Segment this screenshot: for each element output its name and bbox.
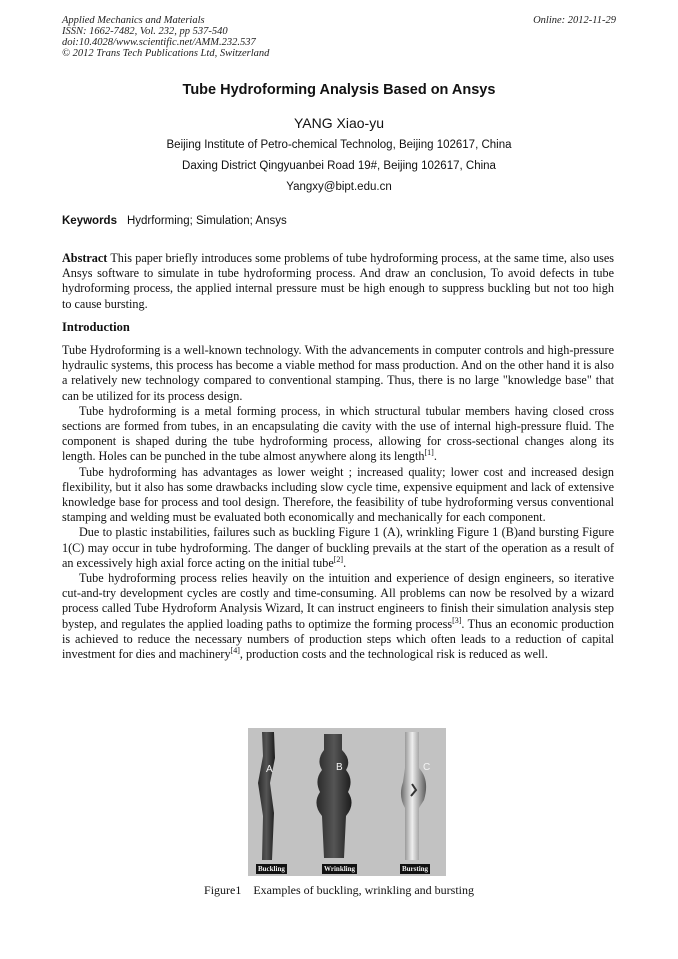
paragraph: Tube hydroforming has advantages as lower weight ; increased quality; lower cost and increased design flexibility, but it also has some drawbacks including slow cycle time, expensive equipment and lack of extensive knowledge base for process and tool design. Therefore, the feasibility of tube hydroforming versus conventional stamping and welding must be evaluated both economically and mechanically for each component. [62,464,614,525]
paper-title: Tube Hydroforming Analysis Based on Ansys [182,82,496,98]
citation: [2] [333,554,344,564]
keywords-text: Hydrforming; Simulation; Ansys [126,215,287,227]
issn-line: ISSN: 1662-7482, Vol. 232, pp 537-540 [62,26,228,37]
figure-tag-bursting: Bursting [402,865,429,873]
keywords-label: Keywords [62,215,117,227]
online-date: Online: 2012-11-29 [533,15,616,26]
keywords [62,215,287,227]
figure-tag-wrinkling: Wrinkling [324,865,355,873]
paragraph: Tube hydroforming process relies heavily on the intuition and experience of design engineers, so iterative cut-and-try development cycles are costly and time-consuming. All problems can now be resolved by a wizard process called Tube Hydroform Analysis Wizard, It can instruct engineers to finish their simulation analysis step bystep, and regulates the applied loading paths to optimize the forming process[3]. Thus an economic production is achieved to reduce the necessary numbers of production steps which often leads to a reduction of capital investment for dies and machinery[4], production costs and the technological risk is reduced as well. [62,571,614,662]
figure-label-b: B [336,762,343,773]
figure-tube-defects [248,728,446,876]
journal-header [62,15,616,59]
figure-caption: Figure1 Examples of buckling, wrinkling and bursting [204,883,474,897]
figure-tag-buckling: Buckling [258,865,285,873]
tube-photo [248,728,446,876]
paragraph: Due to plastic instabilities, failures such as buckling Figure 1 (A), wrinkling Figure 1 (B)and bursting Figure 1(C) may occur in tube hydroforming. The danger of buckling prevails at the start of the operation as a result of an excessively high axial force acting on the initial tube[2]. [62,525,614,570]
paragraph: Tube hydroforming is a metal forming process, in which structural tubular members having closed cross sections are formed from tubes, in an encapsulating die cavity with the use of internal high-pressure fluid. The component is shaped during the tube hydroforming process, allowing for cross-sectional changes along its length. Holes can be punched in the tube almost anywhere along its length[1]. [62,403,614,464]
abstract-label: Abstract [62,251,108,265]
doi-line: doi:10.4028/www.scientific.net/AMM.232.537 [62,37,256,48]
copyright-line: © 2012 Trans Tech Publications Ltd, Switzerland [62,48,270,59]
citation: [4] [230,646,240,655]
figure-label-a: A [266,764,273,775]
author-name: YANG Xiao-yu [294,115,384,131]
paragraph: Tube Hydroforming is a well-known technology. With the advancements in computer controls and high-pressure hydraulic systems, this process has become a viable method for mass production. And on the other hand it is also a relatively new technology compared to conventional stamping. Thus, there is no large "knowledge base" that can be utilized for its process design. [62,343,614,403]
abstract [62,251,614,312]
citation: [1] [424,448,434,458]
affiliation-address: Daxing District Qingyuanbei Road 19#, Beijing 102617, China [182,160,496,172]
figure-label-c: C [423,762,431,773]
abstract-text: This paper briefly introduces some problems of tube hydroforming process, at the same time, also uses Ansys software to simulate in tube hydroforming process. And draw an conclusion, To avoid defects in tube hydroforming process, the applied internal pressure must be high enough to suppress buckling but not too high to cause bursting. [62,251,615,311]
section-heading: Introduction [62,320,130,334]
introduction-body [62,343,614,662]
author-email: Yangxy@bipt.edu.cn [286,181,392,193]
citation: [3] [452,615,462,625]
journal-name: Applied Mechanics and Materials [62,15,205,26]
affiliation-institute: Beijing Institute of Petro-chemical Technolog, Beijing 102617, China [166,139,512,151]
